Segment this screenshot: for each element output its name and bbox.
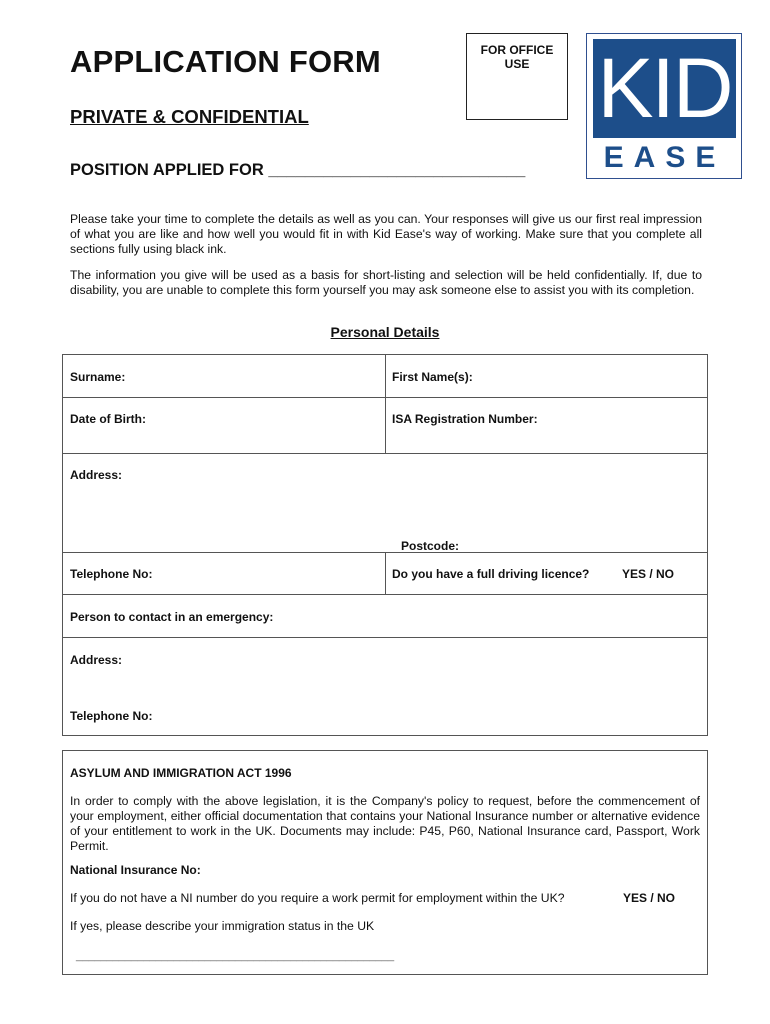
personal-details-heading: Personal Details: [330, 324, 440, 340]
isa-registration-field[interactable]: ISA Registration Number:: [392, 412, 538, 426]
driving-licence-answer[interactable]: YES / NO: [622, 567, 675, 581]
telephone-field[interactable]: Telephone No:: [70, 567, 153, 581]
address-field[interactable]: Address:: [70, 468, 123, 482]
immigration-status-prompt: If yes, please describe your immigration status in the UK: [70, 919, 375, 933]
logo-kid-text: KID: [597, 41, 732, 135]
postcode-field[interactable]: Postcode:: [401, 539, 460, 553]
office-use-line-1: FOR OFFICE: [480, 43, 554, 57]
intro-paragraph-2: The information you give will be used as a basis for short-listing and selection will be held confidentially. If, due to disability, you are unable to complete this form yourself you may ask someone else to assist you with its completion.: [70, 268, 702, 297]
date-of-birth-field[interactable]: Date of Birth:: [70, 412, 146, 426]
first-names-field[interactable]: First Name(s):: [392, 370, 473, 384]
asylum-heading: ASYLUM AND IMMIGRATION ACT 1996: [70, 766, 292, 780]
work-permit-answer[interactable]: YES / NO: [623, 891, 676, 905]
immigration-status-line[interactable]: ____________________________________________________: [76, 950, 395, 962]
intro-paragraph-1: Please take your time to complete the details as well as you can. Your responses will give us our first real impression of what you are like and how well you would fit in with Kid Ease's way of working. Make sure that you complete all sections fully using black ink.: [70, 212, 702, 256]
driving-licence-question: Do you have a full driving licence?: [392, 567, 590, 581]
asylum-text: In order to comply with the above legislation, it is the Company's policy to request, before the commencement of your employment, either official documentation that contains your National Insurance number or alternative evidence of your entitlement to work in the UK. Documents may include: P45, P60, National Insurance card, Passport, Work Permit.: [70, 794, 700, 853]
office-use-box: [466, 33, 568, 120]
emergency-telephone-field[interactable]: Telephone No:: [70, 709, 153, 723]
logo-ease-text: EASE: [603, 141, 726, 174]
office-use-line-2: USE: [504, 57, 530, 71]
work-permit-question: If you do not have a NI number do you require a work permit for employment within the UK?: [70, 891, 565, 905]
national-insurance-field[interactable]: National Insurance No:: [70, 863, 201, 877]
surname-field[interactable]: Surname:: [70, 370, 126, 384]
form-title: APPLICATION FORM: [70, 44, 381, 79]
emergency-address-field[interactable]: Address:: [70, 653, 123, 667]
position-applied-field[interactable]: POSITION APPLIED FOR ____________________________: [70, 161, 526, 179]
emergency-contact-field[interactable]: Person to contact in an emergency:: [70, 610, 274, 624]
confidential-subtitle: PRIVATE & CONFIDENTIAL: [70, 106, 309, 127]
